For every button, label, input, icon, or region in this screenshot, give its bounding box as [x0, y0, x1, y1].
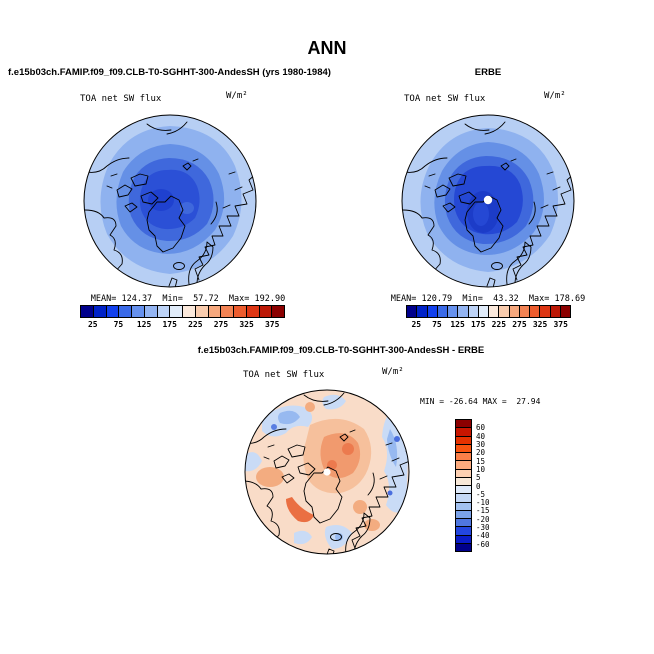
colorbar-tick-label: 5 — [476, 473, 481, 483]
obs-units-label: W/m² — [544, 91, 566, 101]
diff-units-label: W/m² — [382, 367, 404, 377]
colorbar-cell — [456, 503, 471, 511]
colorbar-tick-label: 20 — [476, 448, 486, 458]
model-units-label: W/m² — [226, 91, 248, 101]
colorbar-cell — [456, 461, 471, 469]
colorbar-cell — [456, 544, 471, 551]
colorbar-cell — [145, 306, 158, 317]
colorbar-tick-label: 375 — [264, 320, 280, 329]
colorbar-cell — [456, 437, 471, 445]
colorbar-cell — [499, 306, 509, 317]
colorbar-tick-label: -5 — [476, 489, 486, 499]
colorbar-cell — [456, 494, 471, 502]
colorbar-tick-label: -40 — [476, 531, 490, 541]
colorbar-tick-label: 40 — [476, 431, 486, 441]
colorbar-tick-label: 175 — [470, 320, 486, 329]
colorbar-tick-label: -60 — [476, 539, 490, 549]
colorbar-tick-label: 375 — [553, 320, 568, 329]
colorbar-tick-label: 0 — [476, 481, 481, 491]
colorbar-cell — [260, 306, 273, 317]
colorbar-tick-label: 125 — [136, 320, 152, 329]
model-field-label: TOA net SW flux — [80, 94, 162, 104]
colorbar-cell — [158, 306, 171, 317]
colorbar-tick-label: 60 — [476, 423, 486, 433]
pole-missing-data-dot — [323, 468, 330, 475]
pole-missing-data-dot — [484, 196, 492, 204]
colorbar-cell — [107, 306, 120, 317]
colorbar-cell — [272, 306, 284, 317]
colorbar-tick-label: -20 — [476, 514, 490, 524]
colorbar-tick-label: 225 — [491, 320, 507, 329]
diff-colorbar-ticks — [476, 419, 502, 552]
colorbar-cell — [428, 306, 438, 317]
colorbar-cell — [234, 306, 247, 317]
colorbar-tick-label: 15 — [476, 456, 486, 466]
colorbar-cell — [456, 445, 471, 453]
model-header: f.e15b03ch.FAMIP.f09_f09.CLB-T0-SGHHT-300-AndesSH (yrs 1980-1984) — [8, 67, 331, 78]
colorbar-cell — [183, 306, 196, 317]
colorbar-cell — [247, 306, 260, 317]
colorbar-cell — [456, 486, 471, 494]
colorbar-cell — [458, 306, 468, 317]
colorbar-tick-label: 25 — [87, 320, 98, 329]
colorbar-cell — [456, 453, 471, 461]
colorbar-cell — [81, 306, 94, 317]
colorbar-cell — [456, 470, 471, 478]
page-title: ANN — [307, 38, 347, 58]
obs-field-label: TOA net SW flux — [404, 94, 486, 104]
colorbar-cell — [456, 478, 471, 486]
colorbar-cell — [520, 306, 530, 317]
model-stats: MEAN= 124.37 Min= 57.72 Max= 192.90 — [90, 294, 286, 304]
colorbar-tick-label: 175 — [162, 320, 177, 329]
colorbar-cell — [456, 519, 471, 527]
colorbar-cell — [551, 306, 561, 317]
model-map — [83, 114, 257, 288]
colorbar-tick-label: 275 — [512, 320, 527, 329]
diff-map — [240, 385, 414, 559]
colorbar-cell — [196, 306, 209, 317]
colorbar-tick-label: 275 — [213, 320, 229, 329]
colorbar-tick-label: 75 — [432, 320, 442, 329]
obs-map — [401, 114, 575, 288]
colorbar-tick-label: 325 — [532, 320, 548, 329]
colorbar-tick-label: 225 — [188, 320, 203, 329]
colorbar-tick-label: 325 — [239, 320, 254, 329]
colorbar-cell — [170, 306, 183, 317]
colorbar-cell — [456, 428, 471, 436]
obs-header: ERBE — [474, 67, 502, 78]
colorbar-cell — [132, 306, 145, 317]
colorbar-cell — [456, 420, 471, 428]
diff-minmax: MIN = -26.64 MAX = 27.94 — [420, 397, 541, 406]
colorbar-cell — [489, 306, 499, 317]
colorbar-tick-label: 25 — [411, 320, 422, 329]
colorbar-tick-label: 75 — [113, 320, 124, 329]
colorbar-cell — [456, 536, 471, 544]
model-colorbar — [80, 305, 285, 318]
obs-colorbar — [406, 305, 571, 318]
colorbar-cell — [479, 306, 489, 317]
obs-stats: MEAN= 120.79 Min= 43.32 Max= 178.69 — [390, 294, 586, 304]
colorbar-cell — [530, 306, 540, 317]
diff-colorbar — [455, 419, 472, 552]
colorbar-cell — [469, 306, 479, 317]
colorbar-tick-label: 30 — [476, 439, 486, 449]
diff-field-label: TOA net SW flux — [243, 370, 325, 380]
diff-header: f.e15b03ch.FAMIP.f09_f09.CLB-T0-SGHHT-300-AndesSH - ERBE — [197, 345, 485, 356]
colorbar-cell — [448, 306, 458, 317]
colorbar-cell — [456, 511, 471, 519]
colorbar-cell — [221, 306, 234, 317]
colorbar-cell — [209, 306, 222, 317]
colorbar-cell — [456, 527, 471, 535]
colorbar-cell — [119, 306, 132, 317]
colorbar-cell — [417, 306, 427, 317]
colorbar-cell — [407, 306, 417, 317]
colorbar-tick-label: 10 — [476, 464, 486, 474]
colorbar-cell — [94, 306, 107, 317]
colorbar-tick-label: -15 — [476, 506, 490, 516]
colorbar-cell — [540, 306, 550, 317]
colorbar-tick-label: -30 — [476, 523, 490, 533]
colorbar-cell — [561, 306, 570, 317]
colorbar-cell — [438, 306, 448, 317]
colorbar-cell — [510, 306, 520, 317]
obs-colorbar-ticks — [406, 320, 571, 330]
colorbar-tick-label: 125 — [450, 320, 465, 329]
colorbar-tick-label: -10 — [476, 498, 490, 508]
model-colorbar-ticks — [80, 320, 285, 330]
